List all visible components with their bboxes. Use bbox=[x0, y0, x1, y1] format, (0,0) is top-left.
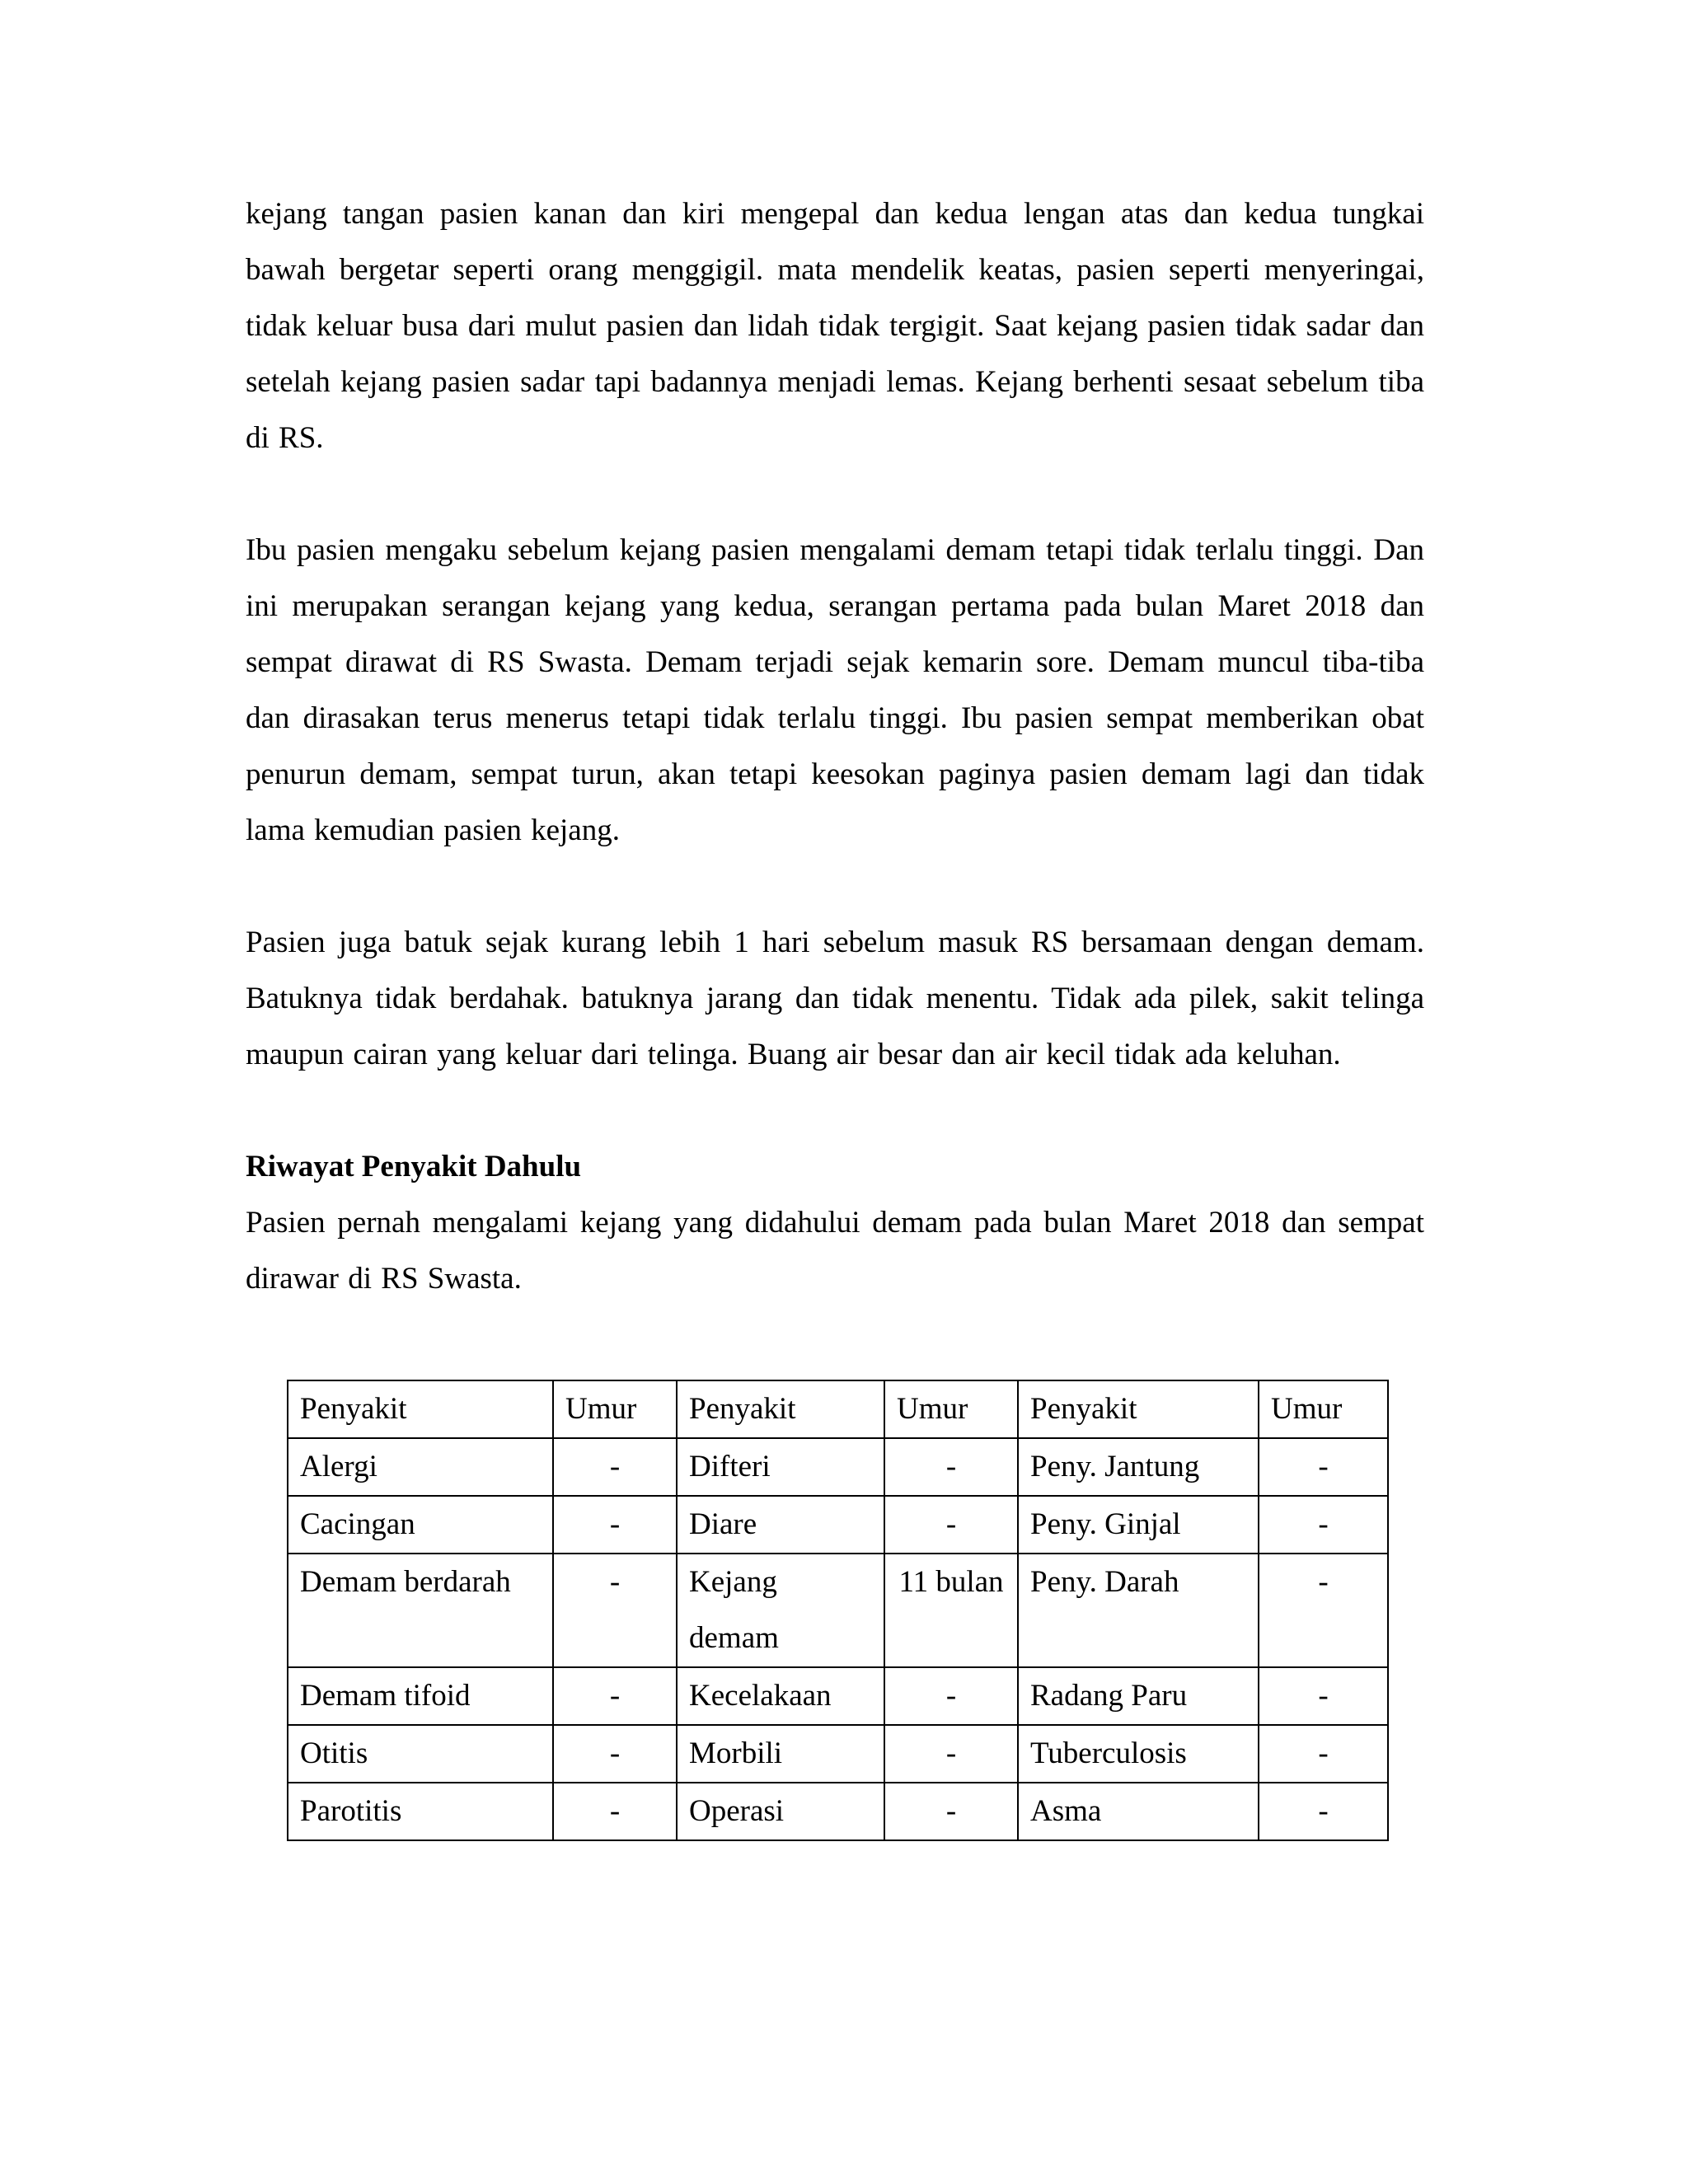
table-header-cell: Penyakit bbox=[677, 1380, 884, 1438]
table-cell: - bbox=[1259, 1667, 1388, 1725]
table-cell: Cacingan bbox=[288, 1496, 553, 1554]
table-cell: - bbox=[553, 1496, 677, 1554]
table-row bbox=[288, 1438, 1388, 1496]
table-cell: - bbox=[1259, 1725, 1388, 1783]
table-header-cell: Penyakit bbox=[1018, 1380, 1259, 1438]
table-cell: - bbox=[1259, 1496, 1388, 1554]
table-cell: Difteri bbox=[677, 1438, 884, 1496]
paragraph-seizure-description: kejang tangan pasien kanan dan kiri mengepal dan kedua lengan atas dan kedua tungkai bawah bergetar seperti orang menggigil. mata mendelik keatas, pasien seperti menyeringai, tidak keluar busa dari mulut pasien dan lidah tidak tergigit. Saat kejang pasien tidak sadar dan setelah kejang pasien sadar tapi badannya menjadi lemas. Kejang berhenti sesaat sebelum tiba di RS. bbox=[246, 197, 1424, 455]
table-cell: - bbox=[553, 1783, 677, 1840]
table-cell: Operasi bbox=[677, 1783, 884, 1840]
table-cell: - bbox=[553, 1438, 677, 1496]
table-cell: - bbox=[1259, 1438, 1388, 1496]
table-row bbox=[288, 1554, 1388, 1667]
table-cell: Otitis bbox=[288, 1725, 553, 1783]
table-cell: - bbox=[553, 1725, 677, 1783]
table-cell: Asma bbox=[1018, 1783, 1259, 1840]
table-row bbox=[288, 1667, 1388, 1725]
table-cell: - bbox=[884, 1496, 1018, 1554]
table-row bbox=[288, 1496, 1388, 1554]
table-cell: Demam berdarah bbox=[288, 1554, 553, 1667]
past-disease-table bbox=[287, 1380, 1389, 1841]
table-header-cell: Umur bbox=[1259, 1380, 1388, 1438]
table-header-cell: Umur bbox=[884, 1380, 1018, 1438]
table-cell: Peny. Ginjal bbox=[1018, 1496, 1259, 1554]
table-cell: - bbox=[884, 1783, 1018, 1840]
table-header-cell: Umur bbox=[553, 1380, 677, 1438]
table-cell: Morbili bbox=[677, 1725, 884, 1783]
table-cell: - bbox=[1259, 1783, 1388, 1840]
table-cell: Peny. Jantung bbox=[1018, 1438, 1259, 1496]
table-row bbox=[288, 1725, 1388, 1783]
table-row bbox=[288, 1783, 1388, 1840]
table-cell: Diare bbox=[677, 1496, 884, 1554]
table-cell: - bbox=[884, 1667, 1018, 1725]
table-cell: Demam tifoid bbox=[288, 1667, 553, 1725]
paragraph-gap bbox=[246, 859, 1424, 915]
table-cell: - bbox=[553, 1554, 677, 1667]
table-cell: Kecelakaan bbox=[677, 1667, 884, 1725]
table-cell: - bbox=[884, 1438, 1018, 1496]
paragraph-gap bbox=[246, 466, 1424, 523]
paragraph-cough-history: Pasien juga batuk sejak kurang lebih 1 hari sebelum masuk RS bersamaan dengan demam. Batuknya tidak berdahak. batuknya jarang dan tidak menentu. Tidak ada pilek, sakit telinga maupun cairan yang keluar dari telinga. Buang air besar dan air kecil tidak ada keluhan. bbox=[246, 926, 1424, 1071]
table-header-row bbox=[288, 1380, 1388, 1438]
section-heading: Riwayat Penyakit Dahulu bbox=[246, 1150, 582, 1183]
table-cell: - bbox=[1259, 1554, 1388, 1667]
table-header-cell: Penyakit bbox=[288, 1380, 553, 1438]
table-cell: Kejang demam bbox=[677, 1554, 884, 1667]
table-cell: Alergi bbox=[288, 1438, 553, 1496]
table-cell: - bbox=[884, 1725, 1018, 1783]
table-cell: Tuberculosis bbox=[1018, 1725, 1259, 1783]
table-cell: - bbox=[553, 1667, 677, 1725]
document-page bbox=[246, 186, 1424, 1828]
table-cell: Peny. Darah bbox=[1018, 1554, 1259, 1667]
table-cell: Radang Paru bbox=[1018, 1667, 1259, 1725]
section-body: Pasien pernah mengalami kejang yang didahului demam pada bulan Maret 2018 dan sempat dirawar di RS Swasta. bbox=[246, 1206, 1424, 1296]
table-cell: Parotitis bbox=[288, 1783, 553, 1840]
paragraph-gap bbox=[246, 1083, 1424, 1139]
paragraph-fever-history: Ibu pasien mengaku sebelum kejang pasien mengalami demam tetapi tidak terlalu tinggi. Dan ini merupakan serangan kejang yang kedua, serangan pertama pada bulan Maret 2018 dan sempat dirawat di RS Swasta. Demam terjadi sejak kemarin sore. Demam muncul tiba-tiba dan dirasakan terus menerus tetapi tidak terlalu tinggi. Ibu pasien sempat memberikan obat penurun demam, sempat turun, akan tetapi keesokan paginya pasien demam lagi dan tidak lama kemudian pasien kejang. bbox=[246, 533, 1424, 847]
table-cell: 11 bulan bbox=[884, 1554, 1018, 1667]
